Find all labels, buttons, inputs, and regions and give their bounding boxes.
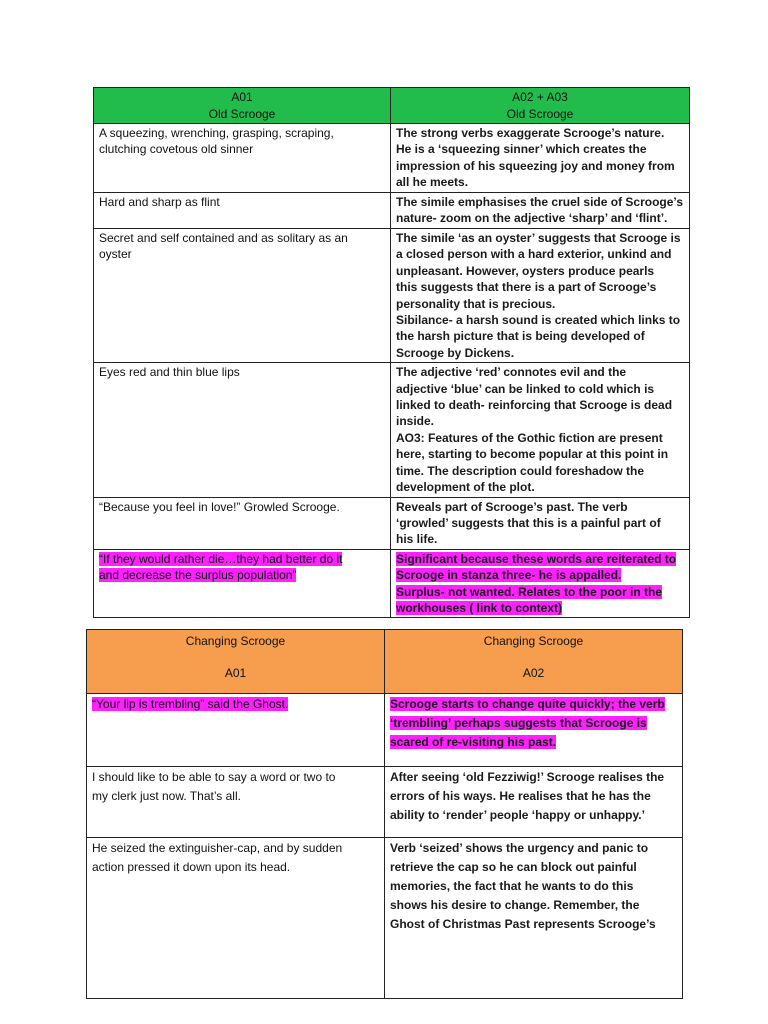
cell-text-line: “Your lip is trembling” said the Ghost.	[92, 697, 289, 711]
analysis-cell	[391, 497, 690, 549]
cell-text-line: my clerk just now. That’s all.	[92, 789, 241, 803]
cell-text-line: The simile ‘as an oyster’ suggests that Scrooge is	[396, 231, 681, 245]
table-row	[94, 363, 690, 497]
table-header-row	[87, 630, 683, 694]
table-row	[94, 497, 690, 549]
cell-text-line: After seeing ‘old Fezziwig!’ Scrooge realises the	[390, 770, 665, 784]
cell-text-line: linked to death- reinforcing that Scrooge is dead	[396, 398, 673, 413]
cell-text-line: Reveals part of Scrooge’s past. The verb	[396, 499, 628, 514]
cell-text-line: and decrease the surplus population”	[99, 568, 297, 583]
table-row	[94, 549, 690, 618]
cell-text-line: Hard and sharp as flint	[99, 195, 220, 209]
analysis-cell	[391, 549, 690, 618]
cell-text-line: personality that is precious.	[396, 296, 556, 311]
cell-text-line: Surplus- not wanted. Relates to the poor in the	[396, 584, 663, 599]
cell-text-line: workhouses ( link to context)	[396, 600, 563, 615]
cell-text-line: nature- zoom on the adjective ‘sharp’ and ‘flint’.	[396, 211, 668, 226]
analysis-cell	[385, 694, 683, 767]
cell-text-line: action pressed it down upon its head.	[92, 860, 291, 874]
cell-text-line: Verb ‘seized’ shows the urgency and panic to	[390, 841, 649, 855]
analysis-cell	[391, 193, 690, 229]
analysis-cell	[385, 838, 683, 999]
cell-text-line: Scrooge in stanza three- he is appalled.	[396, 568, 622, 583]
cell-text-line: Sibilance- a harsh sound is created which links to	[396, 313, 681, 328]
cell-text-line: this suggests that there is a part of Scrooge’s	[396, 280, 657, 295]
analysis-cell	[391, 229, 690, 363]
quote-cell	[94, 193, 391, 229]
quote-cell	[87, 694, 385, 767]
cell-text-line: oyster	[99, 247, 132, 262]
quote-cell	[94, 363, 391, 497]
changing-scrooge-table	[86, 629, 683, 999]
cell-text-line: here, starting to become popular at this point in	[396, 447, 669, 462]
cell-text-line: He seized the extinguisher-cap, and by sudden	[92, 841, 343, 855]
analysis-cell	[391, 124, 690, 193]
cell-text-line: A squeezing, wrenching, grasping, scraping,	[99, 126, 334, 140]
header-line: A01	[224, 666, 247, 680]
cell-text-line: Significant because these words are reiterated to	[396, 551, 677, 566]
cell-text-line: a closed person with a hard exterior, unkind and	[396, 247, 672, 262]
cell-text-line: ‘growled’ suggests that this is a painful part of	[396, 515, 661, 530]
cell-text-line: Scrooge by Dickens.	[396, 345, 515, 360]
quote-cell	[94, 229, 391, 363]
table-row	[87, 767, 683, 838]
cell-text-line: clutching covetous old sinner	[99, 142, 254, 157]
old-scrooge-table	[93, 87, 690, 618]
cell-text-line: the harsh picture that is being developed of	[396, 329, 645, 344]
quote-cell	[87, 767, 385, 838]
table-row	[94, 124, 690, 193]
cell-text-line: errors of his ways. He realises that he has the	[390, 789, 651, 803]
cell-text-line: development of the plot.	[396, 480, 535, 495]
table-row	[94, 193, 690, 229]
header-cell-a02	[385, 630, 683, 694]
cell-text-line: inside.	[396, 414, 435, 429]
quote-cell	[94, 124, 391, 193]
cell-text-line: memories, the fact that he wants to do this	[390, 879, 634, 893]
header-line: A02 + A03	[512, 90, 568, 105]
cell-text-line: retrieve the cap so he can block out painful	[390, 860, 637, 874]
quote-cell	[87, 838, 385, 999]
cell-text-line: Secret and self contained and as solitary as an	[99, 231, 348, 245]
cell-text-line: his life.	[396, 532, 438, 547]
cell-text-line: time. The description could foreshadow the	[396, 463, 645, 478]
header-line: A02	[522, 666, 545, 680]
cell-text-line: ability to ‘render’ people ‘happy or unhappy.’	[390, 808, 645, 822]
header-cell-a02-a03	[391, 88, 690, 124]
table-row	[87, 838, 683, 999]
cell-text-line: Ghost of Christmas Past represents Scrooge’s	[390, 917, 656, 931]
cell-text-line: adjective ‘blue’ can be linked to cold which is	[396, 381, 655, 396]
table-header-row	[94, 88, 690, 124]
analysis-cell	[385, 767, 683, 838]
cell-text-line: The adjective ‘red’ connotes evil and the	[396, 365, 627, 380]
cell-text-line: Eyes red and thin blue lips	[99, 365, 240, 380]
cell-text-line: all he meets.	[396, 175, 469, 190]
header-cell-a01	[94, 88, 391, 124]
quote-cell	[94, 497, 391, 549]
header-line: Old Scrooge	[208, 106, 276, 121]
cell-text-line: scared of re-visiting his past.	[390, 735, 557, 749]
cell-text-line: “Because you feel in love!” Growled Scrooge.	[99, 499, 340, 514]
cell-text-line: unpleasant. However, oysters produce pearls	[396, 263, 655, 278]
cell-text-line: He is a ‘squeezing sinner’ which creates the	[396, 142, 647, 157]
table-body	[94, 124, 690, 618]
table-body	[87, 694, 683, 999]
cell-text-line: The simile emphasises the cruel side of Scrooge’s	[396, 195, 683, 209]
cell-text-line: impression of his squeezing joy and money from	[396, 158, 675, 173]
cell-text-line: shows his desire to change. Remember, the	[390, 898, 640, 912]
cell-text-line: ‘trembling’ perhaps suggests that Scrooge is	[390, 716, 647, 730]
header-line: Changing Scrooge	[483, 634, 584, 648]
cell-text-line: The strong verbs exaggerate Scrooge’s nature.	[396, 126, 665, 140]
cell-text-line: AO3: Features of the Gothic fiction are present	[396, 430, 663, 445]
cell-text-line: “If they would rather die…they had better do it	[99, 551, 343, 566]
table-row	[94, 229, 690, 363]
cell-text-line: Scrooge starts to change quite quickly; the verb	[390, 697, 665, 711]
header-line: A01	[231, 90, 253, 105]
header-line: Changing Scrooge	[185, 634, 286, 648]
header-cell-a01	[87, 630, 385, 694]
analysis-cell	[391, 363, 690, 497]
table-row	[87, 694, 683, 767]
header-line: Old Scrooge	[506, 106, 574, 121]
cell-text-line: I should like to be able to say a word or two to	[92, 770, 336, 784]
quote-cell	[94, 549, 391, 618]
